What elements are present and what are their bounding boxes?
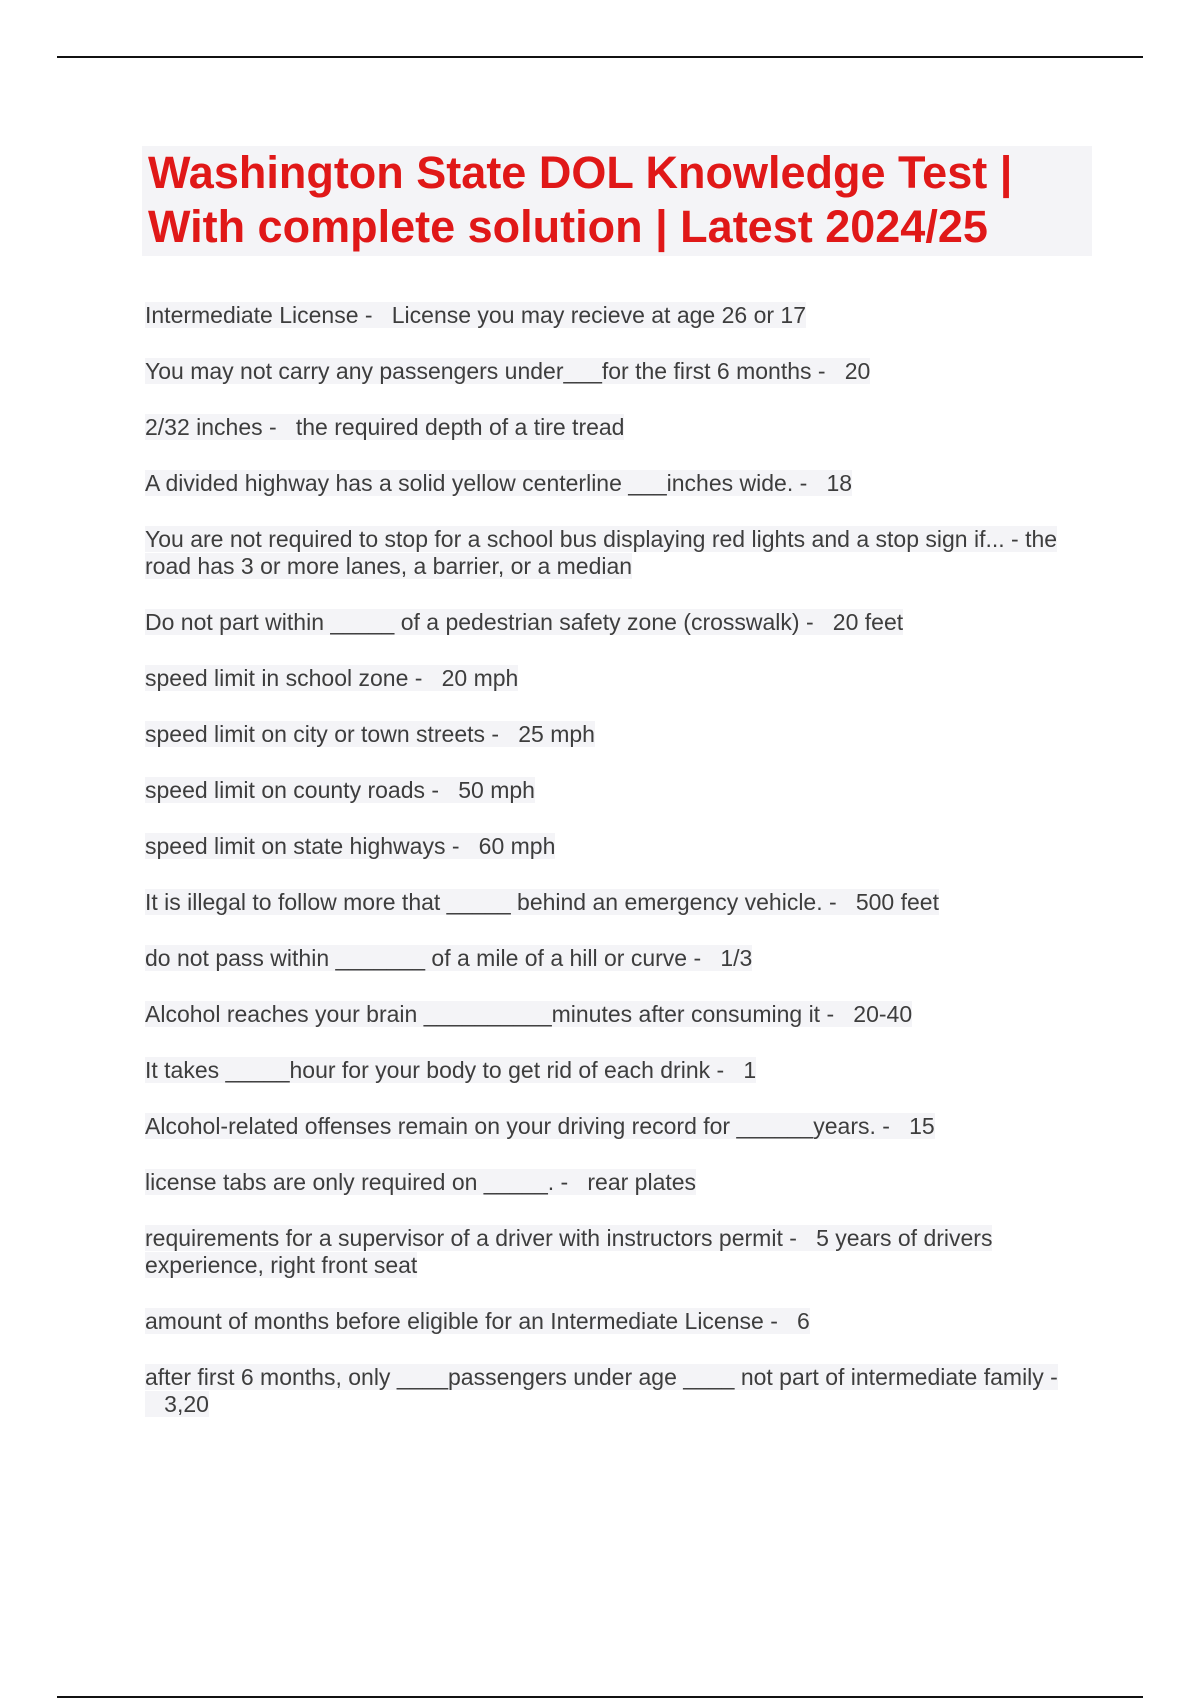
card-term: speed limit on city or town streets - bbox=[145, 721, 500, 747]
card-term: after first 6 months, only ____passengers under age ____ not part of intermediate family - bbox=[145, 1364, 1058, 1390]
document-title bbox=[142, 146, 1092, 256]
card-definition: 25 mph bbox=[518, 721, 595, 747]
card-definition: 20 feet bbox=[832, 609, 904, 635]
top-rule bbox=[57, 56, 1143, 58]
flashcard bbox=[145, 302, 1105, 329]
flashcard-list bbox=[145, 302, 1105, 1447]
flashcard bbox=[145, 1169, 1105, 1196]
card-term: A divided highway has a solid yellow centerline ___inches wide. - bbox=[145, 470, 808, 496]
card-definition: 3,20 bbox=[164, 1391, 209, 1417]
flashcard bbox=[145, 1113, 1105, 1140]
card-definition: 20 mph bbox=[441, 665, 519, 691]
flashcard bbox=[145, 889, 1105, 916]
card-term: amount of months before eligible for an Intermediate License - bbox=[145, 1308, 778, 1334]
card-definition: rear plates bbox=[587, 1169, 697, 1195]
flashcard bbox=[145, 833, 1105, 860]
flashcard bbox=[145, 1225, 1105, 1279]
card-definition: 18 bbox=[826, 470, 853, 496]
flashcard bbox=[145, 1364, 1105, 1418]
flashcard bbox=[145, 1057, 1105, 1084]
card-term: requirements for a supervisor of a driver with instructors permit - bbox=[145, 1225, 797, 1251]
card-definition: the road has 3 or more lanes, a barrier, or a median bbox=[145, 526, 1058, 579]
flashcard bbox=[145, 1001, 1105, 1028]
card-definition: 1 bbox=[743, 1057, 757, 1083]
card-definition: 1/3 bbox=[720, 945, 753, 971]
flashcard bbox=[145, 414, 1105, 441]
flashcard bbox=[145, 777, 1105, 804]
card-definition: 60 mph bbox=[478, 833, 556, 859]
card-term: Do not part within _____ of a pedestrian safety zone (crosswalk) - bbox=[145, 609, 814, 635]
card-term: speed limit in school zone - bbox=[145, 665, 423, 691]
card-definition: the required depth of a tire tread bbox=[295, 414, 625, 440]
flashcard bbox=[145, 470, 1105, 497]
flashcard bbox=[145, 609, 1105, 636]
flashcard bbox=[145, 358, 1105, 385]
card-definition: 500 feet bbox=[855, 889, 939, 915]
card-term: You are not required to stop for a school bus displaying red lights and a stop sign if... - bbox=[145, 526, 1019, 552]
flashcard bbox=[145, 945, 1105, 972]
card-definition: 50 mph bbox=[458, 777, 535, 803]
card-definition: License you may recieve at age 26 or 17 bbox=[391, 302, 806, 328]
card-term: Alcohol-related offenses remain on your driving record for ______years. - bbox=[145, 1113, 890, 1139]
card-definition: 6 bbox=[797, 1308, 810, 1334]
card-definition: 5 years of drivers experience, right front seat bbox=[145, 1225, 993, 1278]
card-term: license tabs are only required on _____. - bbox=[145, 1169, 569, 1195]
card-term: It takes _____hour for your body to get rid of each drink - bbox=[145, 1057, 725, 1083]
bottom-rule bbox=[57, 1696, 1143, 1698]
card-term: It is illegal to follow more that _____ behind an emergency vehicle. - bbox=[145, 889, 837, 915]
card-term: speed limit on state highways - bbox=[145, 833, 460, 859]
title-line-2: With complete solution | Latest 2024/25 bbox=[148, 201, 988, 252]
flashcard bbox=[145, 665, 1105, 692]
flashcard bbox=[145, 721, 1105, 748]
card-term: speed limit on county roads - bbox=[145, 777, 440, 803]
flashcard bbox=[145, 1308, 1105, 1335]
card-term: 2/32 inches - bbox=[145, 414, 277, 440]
title-line-1: Washington State DOL Knowledge Test | bbox=[148, 147, 1013, 198]
card-definition: 20 bbox=[844, 358, 871, 384]
card-term: You may not carry any passengers under___for the first 6 months - bbox=[145, 358, 826, 384]
card-term: Alcohol reaches your brain __________minutes after consuming it - bbox=[145, 1001, 835, 1027]
card-term: Intermediate License - bbox=[145, 302, 373, 328]
card-definition: 15 bbox=[909, 1113, 935, 1139]
flashcard bbox=[145, 526, 1105, 580]
card-term: do not pass within _______ of a mile of a hill or curve - bbox=[145, 945, 702, 971]
card-definition: 20-40 bbox=[853, 1001, 913, 1027]
